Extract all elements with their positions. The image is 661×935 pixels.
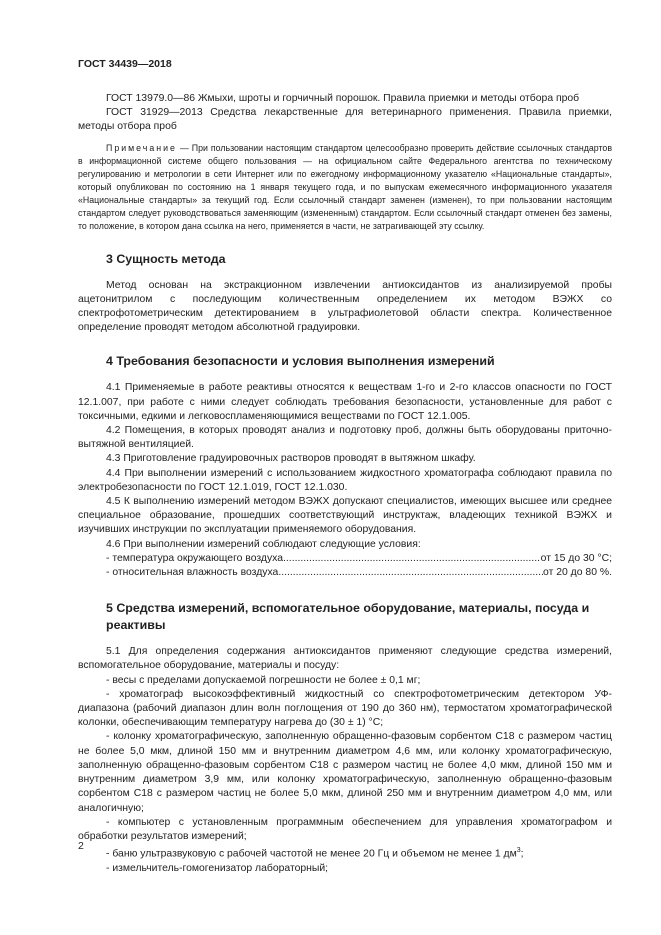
paragraph-4-5: 4.5 К выполнению измерений методом ВЭЖХ допускают специалистов, имеющих высшее или среднее специальное образование, прошедших соответствующий инструктаж, владеющих техникой ВЭЖХ и изучивших инструкции по эксплуатации применяемого оборудования. bbox=[78, 496, 612, 536]
list-item: - измельчитель-гомогенизатор лабораторный; bbox=[106, 862, 329, 874]
paragraph-4-3: 4.3 Приготовление градуировочных растворов проводят в вытяжном шкафу. bbox=[106, 453, 476, 465]
page-number: 2 bbox=[78, 840, 84, 852]
list-item: - хроматограф высокоэффективный жидкостный со спектрофотометрическим детектором УФ-диапазона (рабочий диапазон длин волн поглощения от 190 до 360 нм), термостатом хроматографической колонки, обеспечивающим температуру нагрева до (30 ± 1) °С; bbox=[78, 688, 612, 729]
paragraph-4-6: 4.6 При выполнении измерений соблюдают следующие условия: bbox=[106, 538, 421, 550]
condition-humidity: - относительная влажность воздуха ..... от 20 до 80 %. bbox=[78, 566, 612, 580]
list-item: - компьютер с установленным программным обеспечением для управления хроматографом и обработки результатов измерений; bbox=[78, 816, 612, 842]
list-item: - весы с пределами допускаемой погрешности не более ± 0,1 мг; bbox=[106, 674, 421, 686]
paragraph-5-1: 5.1 Для определения содержания антиоксидантов применяют следующие средства измерений, вспомогательное оборудование, материалы и посуду: bbox=[78, 646, 612, 672]
section-3-heading: 3 Сущность метода bbox=[106, 251, 226, 266]
paragraph-4-1: 4.1 Применяемые в работе реактивы относятся к веществам 1-го и 2-го классов опасности по ГОСТ 12.1.007, при работе с ними следует соблюдать требования безопасности, установленные для работ с токсичными, едкими и легковоспламеняющимися веществами по ГОСТ 12.1.005. bbox=[78, 382, 612, 422]
document-header: ГОСТ 34439—2018 bbox=[78, 58, 172, 70]
document-page bbox=[78, 58, 612, 876]
section-3-text: Метод основан на экстракционном извлечении антиоксидантов из анализируемой пробы ацетонитрилом с последующим количественным определением их методом ВЭЖХ со спектрофотометрическим детектированием в ультрафиолетовой области спектра. Количественное определение проводят методом абсолютной градуировки. bbox=[78, 279, 612, 334]
paragraph-4-2: 4.2 Помещения, в которых проводят анализ и подготовку проб, должны быть оборудованы приточно-вытяжной вентиляцией. bbox=[78, 425, 612, 451]
reference-item: ГОСТ 13979.0—86 Жмыхи, шроты и горчичный порошок. Правила приемки и методы отбора проб bbox=[106, 93, 580, 104]
note-label: Примечание bbox=[106, 142, 177, 153]
list-item: - баню ультразвуковую с рабочей частотой не менее 20 Гц и объемом не менее 1 $дм^3$; bbox=[106, 847, 524, 860]
note-text: — При пользовании настоящим стандартом целесообразно проверить действие ссылочных стандартов в информационной системе общего пользования — на официальном сайте Федерального агентства по техническому регулированию и метрологии в сети Интернет или по ежегодному информационному указателю «Национальные стандарты», который опубликован по состоянию на 1 января текущего года, и по выпускам ежемесячного информационного указателя «Национальные стандарты» за текущий год. Если ссылочный стандарт заменен (изменен), то при пользовании настоящим стандартом следует руководствоваться заменяющим (измененным) стандартом. Если ссылочный стандарт отменен без замены, то положение, в котором дана ссылка на него, применяется в части, не затрагивающей эту ссылку. bbox=[78, 142, 612, 231]
condition-temperature: - температура окружающего воздуха ..... от 15 до 30 °С; bbox=[78, 552, 612, 566]
section-5-heading: 5 Средства измерений, вспомогательное оборудование, материалы, посуда и реактивы bbox=[106, 601, 590, 633]
paragraph-4-4: 4.4 При выполнении измерений с использованием жидкостного хроматографа соблюдают правила по электробезопасности по ГОСТ 12.1.019, ГОСТ 12.1.030. bbox=[78, 467, 612, 493]
section-4-heading: 4 Требования безопасности и условия выполнения измерений bbox=[106, 354, 495, 369]
note bbox=[78, 142, 612, 233]
reference-item: ГОСТ 31929—2013 Средства лекарственные для ветеринарного применения. Правила приемки, методы отбора проб bbox=[78, 107, 612, 133]
list-item: - колонку хроматографическую, заполненную обращенно-фазовым сорбентом С18 с размером частиц не более 5,0 мкм, длиной 150 мм и внутренним диаметром 4,6 мм, или колонку хроматографическую, заполненную обращенно-фазовым сорбентом С18 с размером частиц не более 4,0 мкм, длиной 150 мм и внутренним диаметром 3,9 мм, или колонку хроматографическую, заполненную обращенно-фазовым сорбентом С18 с размером частиц не более 5,0 мкм, длиной 250 мм и внутренним диаметром 4,0 мм, или аналогичную; bbox=[78, 731, 612, 814]
